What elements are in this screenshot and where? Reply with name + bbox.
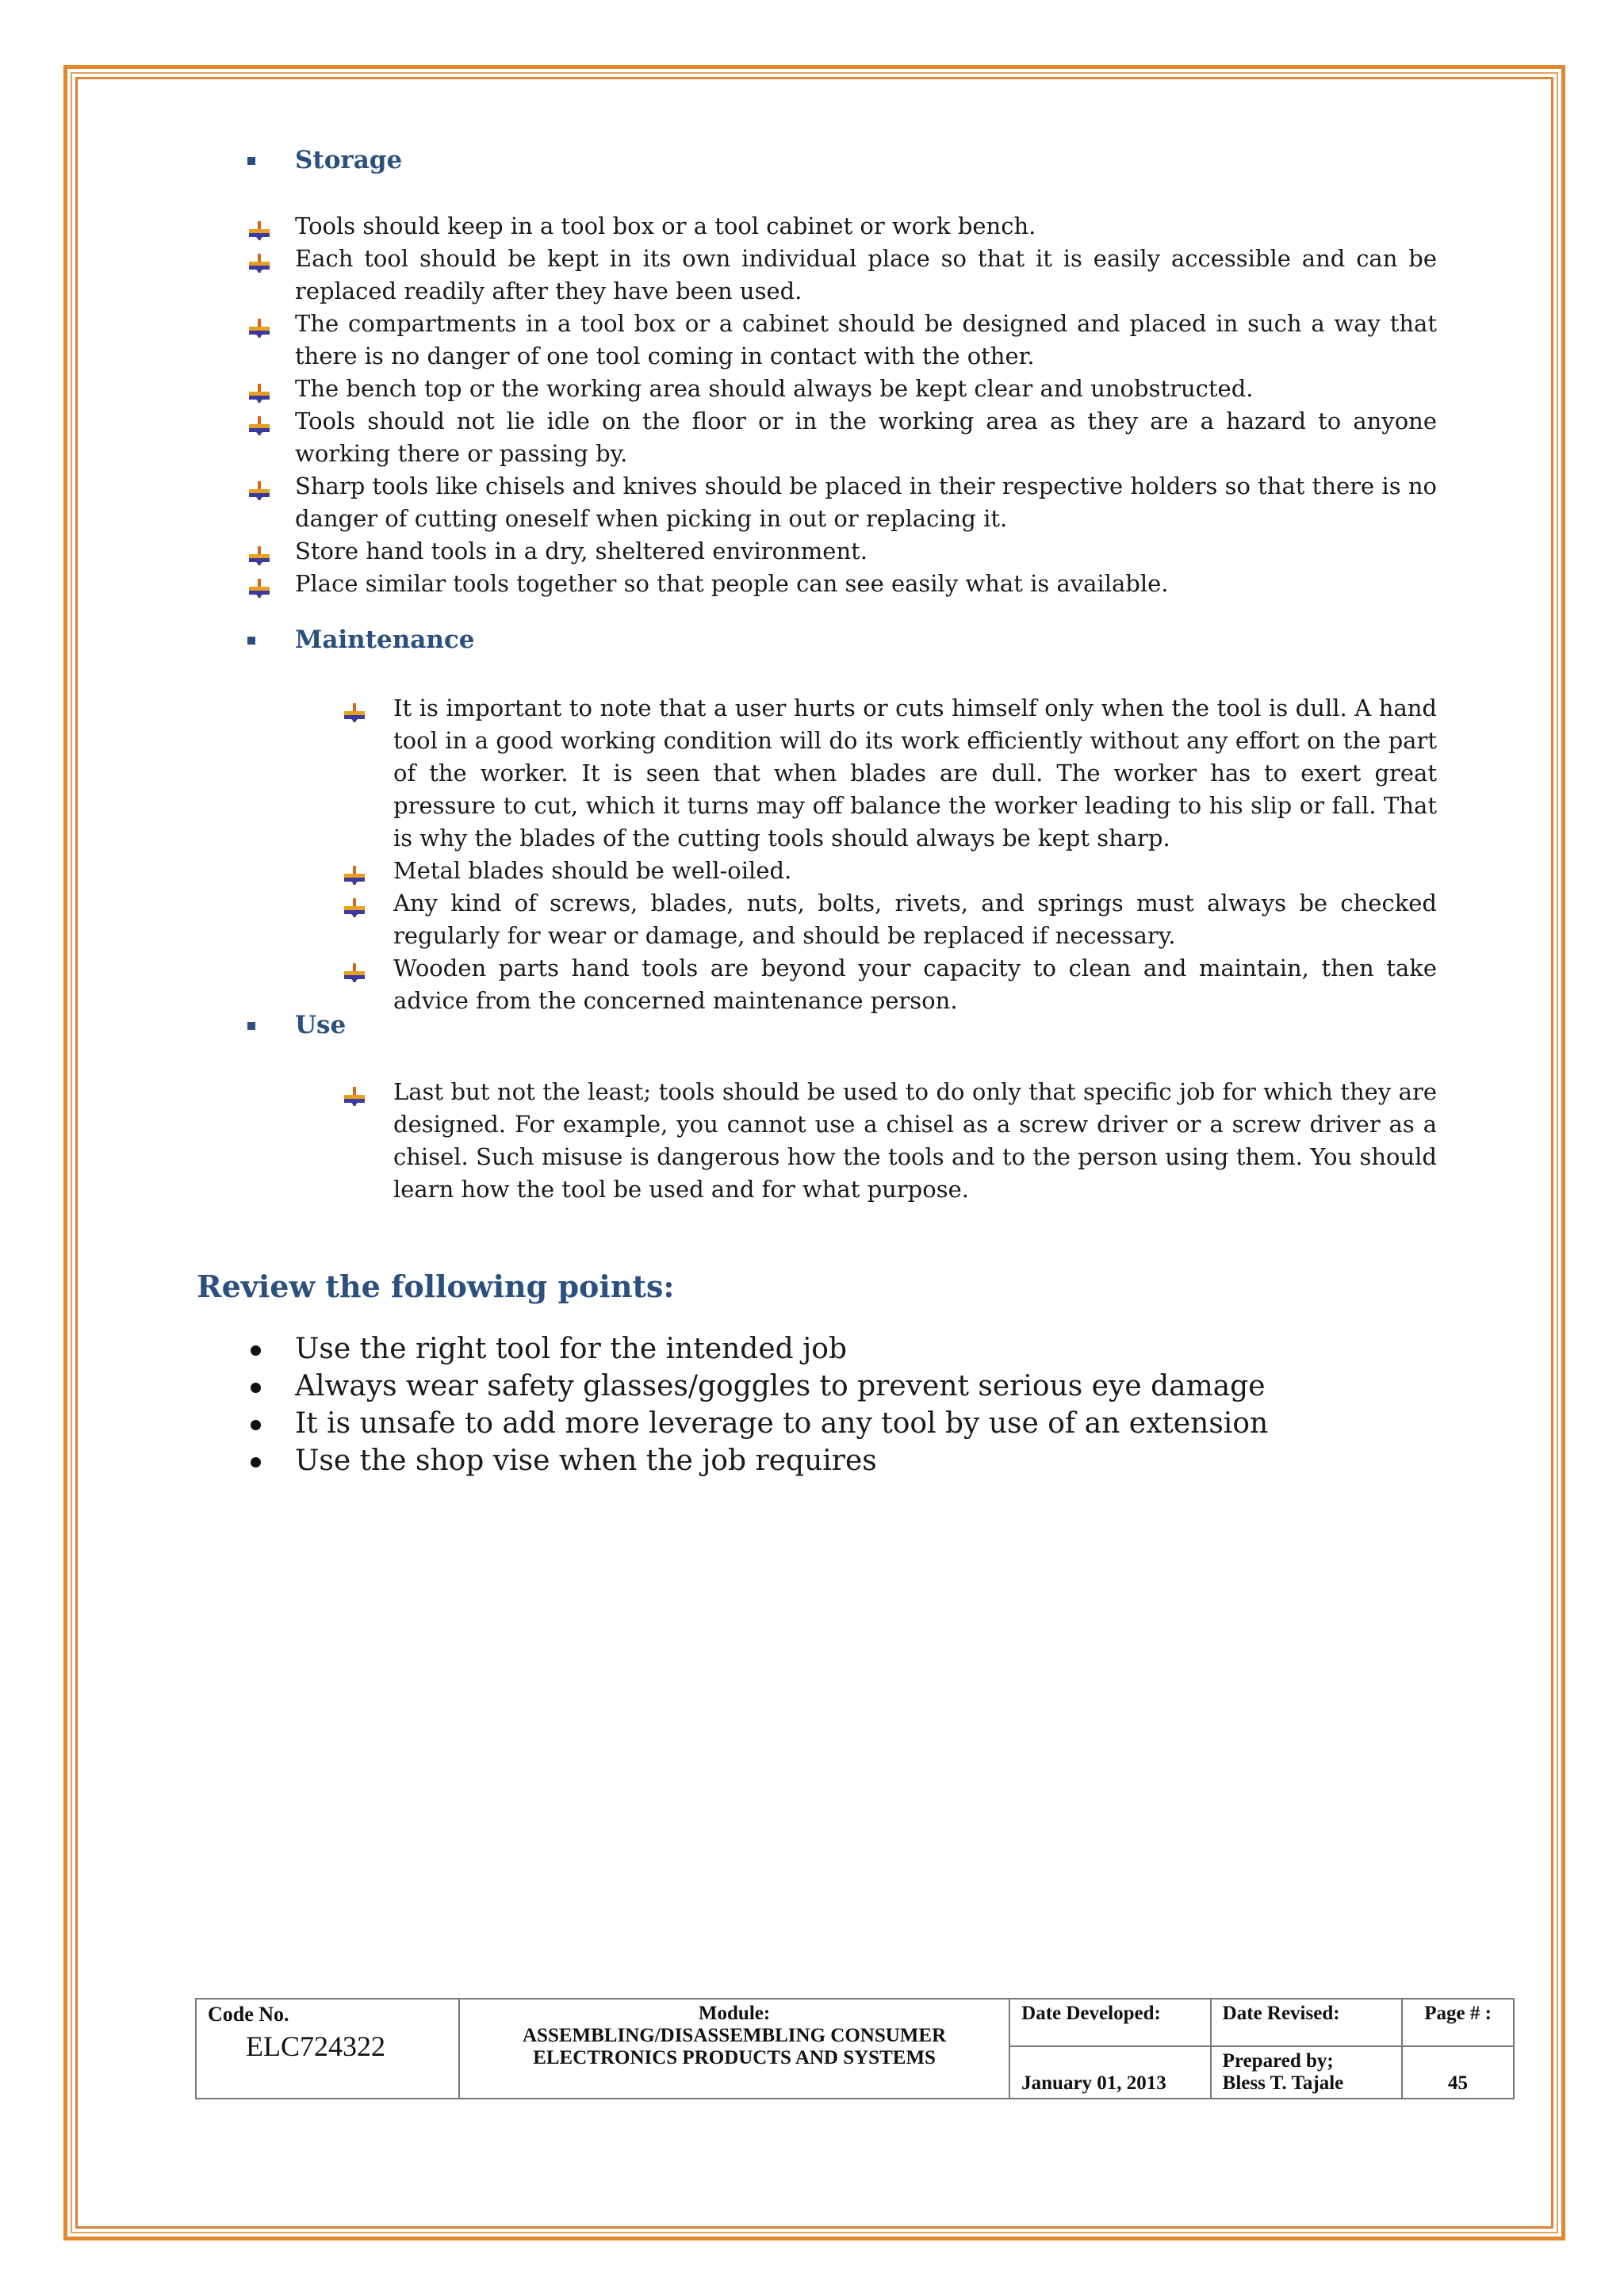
code-value: ELC724322	[246, 2030, 385, 2062]
date-developed-value: January 01, 2013	[1021, 2072, 1166, 2094]
list-item: Tools should not lie idle on the floor or in the working area as they are a hazard to anyone working there or passing by.	[295, 405, 1437, 470]
module-line-1: ASSEMBLING/DISASSEMBLING CONSUMER	[522, 2025, 947, 2046]
arrow-bullet-icon	[249, 314, 270, 333]
arrow-bullet-icon	[249, 411, 270, 430]
date-developed-label: Date Developed:	[1021, 2003, 1161, 2024]
section-title-storage: Storage	[295, 146, 403, 174]
square-bullet-icon	[247, 1022, 255, 1030]
storage-list	[295, 210, 1437, 600]
date-revised-label: Date Revised:	[1222, 2003, 1340, 2024]
arrow-bullet-icon	[344, 959, 365, 978]
list-item: Place similar tools together so that people can see easily what is available.	[295, 568, 1437, 600]
module-label: Module:	[698, 2003, 771, 2024]
review-heading: Review the following points:	[197, 1269, 675, 1304]
list-item: Tools should keep in a tool box or a tool cabinet or work bench.	[295, 210, 1437, 243]
module-cell	[459, 1999, 1009, 2099]
prepared-by-value: Bless T. Tajale	[1222, 2072, 1344, 2094]
page-label-cell	[1402, 1999, 1514, 2046]
arrow-bullet-icon	[344, 894, 365, 913]
list-item: Use the right tool for the intended job	[295, 1330, 1405, 1368]
footer-table	[195, 1998, 1515, 2099]
square-bullet-icon	[247, 157, 255, 165]
code-label: Code No.	[208, 2003, 289, 2026]
list-item: It is important to note that a user hurts or cuts himself only when the tool is dull. A hand tool in a good working condition will do its work efficiently without any effort on the part of the worker. It is seen that when blades are dull. The worker has to exert great pressure to cut, which it turns may off balance the worker leading to his slip or fall. That is why the blades of the cutting tools should always be kept sharp.	[393, 692, 1437, 855]
arrow-bullet-icon	[344, 698, 365, 718]
arrow-bullet-icon	[249, 476, 270, 496]
list-item: Any kind of screws, blades, nuts, bolts, rivets, and springs must always be checked regularly for wear or damage, and should be replaced if necessary.	[393, 887, 1437, 952]
arrow-bullet-icon	[249, 379, 270, 398]
arrow-bullet-icon	[249, 541, 270, 561]
square-bullet-icon	[247, 637, 255, 645]
list-item: Sharp tools like chisels and knives should be placed in their respective holders so that there is no danger of cutting oneself when picking in out or replacing it.	[295, 470, 1437, 535]
list-item: Each tool should be kept in its own individual place so that it is easily accessible and can be replaced readily after they have been used.	[295, 243, 1437, 308]
use-list	[393, 1076, 1437, 1206]
list-item: It is unsafe to add more leverage to any tool by use of an extension	[295, 1405, 1405, 1442]
list-item: The compartments in a tool box or a cabinet should be designed and placed in such a way that there is no danger of one tool coming in contact with the other.	[295, 308, 1437, 373]
list-item: Use the shop vise when the job requires	[295, 1442, 1405, 1479]
prepared-by-label: Prepared by;	[1222, 2050, 1334, 2072]
dot-bullet-icon	[251, 1420, 261, 1430]
list-item: Metal blades should be well-oiled.	[393, 855, 1437, 887]
list-item: The bench top or the working area should always be kept clear and unobstructed.	[295, 373, 1437, 405]
arrow-bullet-icon	[249, 216, 270, 235]
list-item: Store hand tools in a dry, sheltered environment.	[295, 535, 1437, 568]
list-item: Wooden parts hand tools are beyond your capacity to clean and maintain, then take advice from the concerned maintenance person.	[393, 952, 1437, 1017]
code-cell	[196, 1999, 459, 2099]
dot-bullet-icon	[251, 1345, 261, 1356]
list-item: Last but not the least; tools should be used to do only that specific job for which they are designed. For example, you cannot use a chisel as a screw driver or a screw driver as a chisel. Such misuse is dangerous how the tools and to the person using them. You should learn how the tool be used and for what purpose.	[393, 1076, 1437, 1206]
module-line-2: ELECTRONICS PRODUCTS AND SYSTEMS	[533, 2047, 936, 2068]
page-number-cell	[1402, 2046, 1514, 2099]
list-item: Always wear safety glasses/goggles to prevent serious eye damage	[295, 1368, 1405, 1405]
dot-bullet-icon	[251, 1383, 261, 1393]
maintenance-list	[393, 692, 1437, 1017]
arrow-bullet-icon	[344, 1082, 365, 1101]
review-list	[295, 1330, 1405, 1479]
section-title-use: Use	[295, 1011, 347, 1039]
page-number: 45	[1448, 2072, 1469, 2094]
date-developed-label-cell	[1009, 1999, 1211, 2046]
arrow-bullet-icon	[249, 574, 270, 593]
date-developed-value-cell	[1009, 2046, 1211, 2099]
arrow-bullet-icon	[344, 861, 365, 880]
page-label: Page # :	[1424, 2003, 1492, 2024]
prepared-by-cell	[1211, 2046, 1402, 2099]
section-title-maintenance: Maintenance	[295, 626, 475, 654]
dot-bullet-icon	[251, 1457, 261, 1468]
arrow-bullet-icon	[249, 249, 270, 268]
date-revised-label-cell	[1211, 1999, 1402, 2046]
